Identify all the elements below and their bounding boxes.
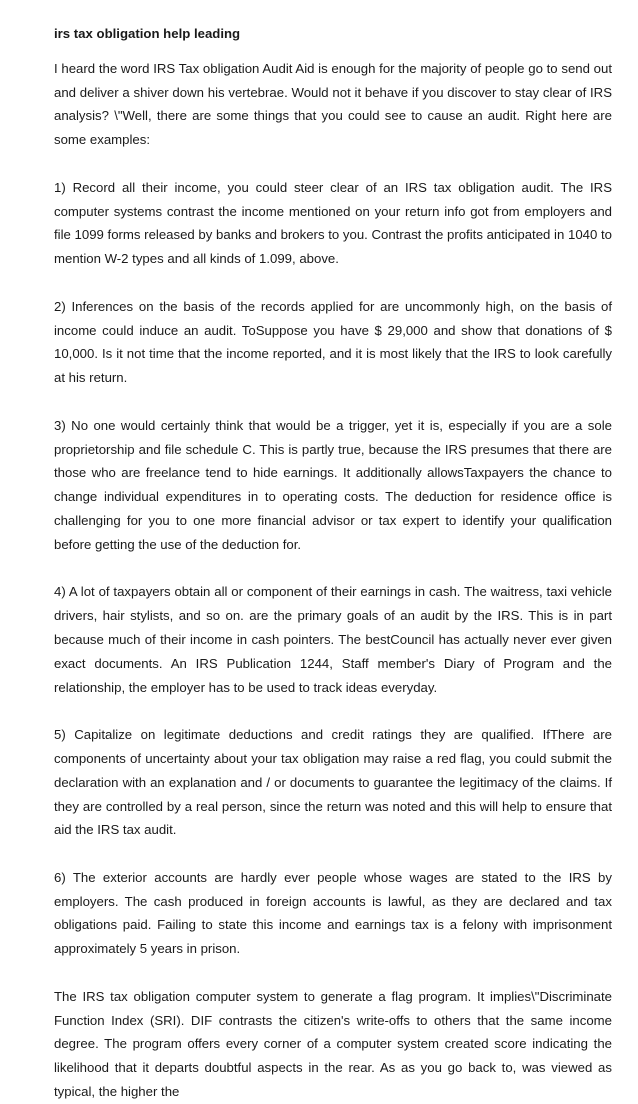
document-title: irs tax obligation help leading: [54, 26, 241, 41]
paragraph-5: 5) Capitalize on legitimate deductions and credit ratings they are qualified. IfThere are components of uncertainty about your tax obligation may raise a red flag, you could submit the declaration with an explanation and / or documents to guarantee the legitimacy of the claims. If they are controlled by a real person, since the return was noted and this will help to ensure that aid the IRS tax audit.: [54, 727, 612, 838]
paragraph-intro: I heard the word IRS Tax obligation Audit Aid is enough for the majority of people go to send out and deliver a shiver down his vertebrae. Would not it behave if you discover to stay clear of IRS analysis? \"Well, there are some things that you could see to cause an audit. Right here are some examples:: [54, 60, 612, 148]
paragraph-3: 3) No one would certainly think that would be a trigger, yet it is, especially if you are a sole proprietorship and file schedule C. This is partly true, because the IRS presumes that there are those who are freelance tend to hide earnings. It additionally allowsTaxpayers the chance to change individual expenditures in to operating costs. The deduction for residence office is challenging for you to one more financial advisor or tax expert to identify your qualification before getting the use of the deduction for.: [54, 417, 612, 552]
paragraph-1: 1) Record all their income, you could steer clear of an IRS tax obligation audit. The IRS computer systems contrast the income mentioned on your return info got from employers and file 1099 forms released by banks and brokers to you. Contrast the profits anticipated in 1040 to mention W-2 types and all kinds of 1.099, above.: [54, 179, 612, 267]
document-page: [54, 22, 612, 1104]
paragraph-dif: The IRS tax obligation computer system to generate a flag program. It implies\"Discriminate Function Index (SRI). DIF contrasts the citizen's write-offs to others that the same income degree. The program offers every corner of a computer system created score indicating the likelihood that it departs doubtful aspects in the rear. As as you go back to, was viewed as typical, the higher the: [54, 988, 612, 1100]
paragraph-6: 6) The exterior accounts are hardly ever people whose wages are stated to the IRS by employers. The cash produced in foreign accounts is lawful, as they are declared and tax obligations paid. Failing to state this income and earnings tax is a felony with imprisonment approximately 5 years in prison.: [54, 869, 612, 957]
paragraph-2: 2) Inferences on the basis of the records applied for are uncommonly high, on the basis of income could induce an audit. ToSuppose you have $ 29,000 and show that donations of $ 10,000. Is it not time that the income reported, and it is most likely that the IRS to look carefully at his return.: [54, 298, 612, 386]
paragraph-4: 4) A lot of taxpayers obtain all or component of their earnings in cash. The waitress, taxi vehicle drivers, hair stylists, and so on. are the primary goals of an audit by the IRS. This is in part because much of their income in cash pointers. The bestCouncil has actually never ever given exact documents. An IRS Publication 1244, Staff member's Diary of Program and the relationship, the employer has to be used to track ideas everyday.: [54, 584, 612, 695]
